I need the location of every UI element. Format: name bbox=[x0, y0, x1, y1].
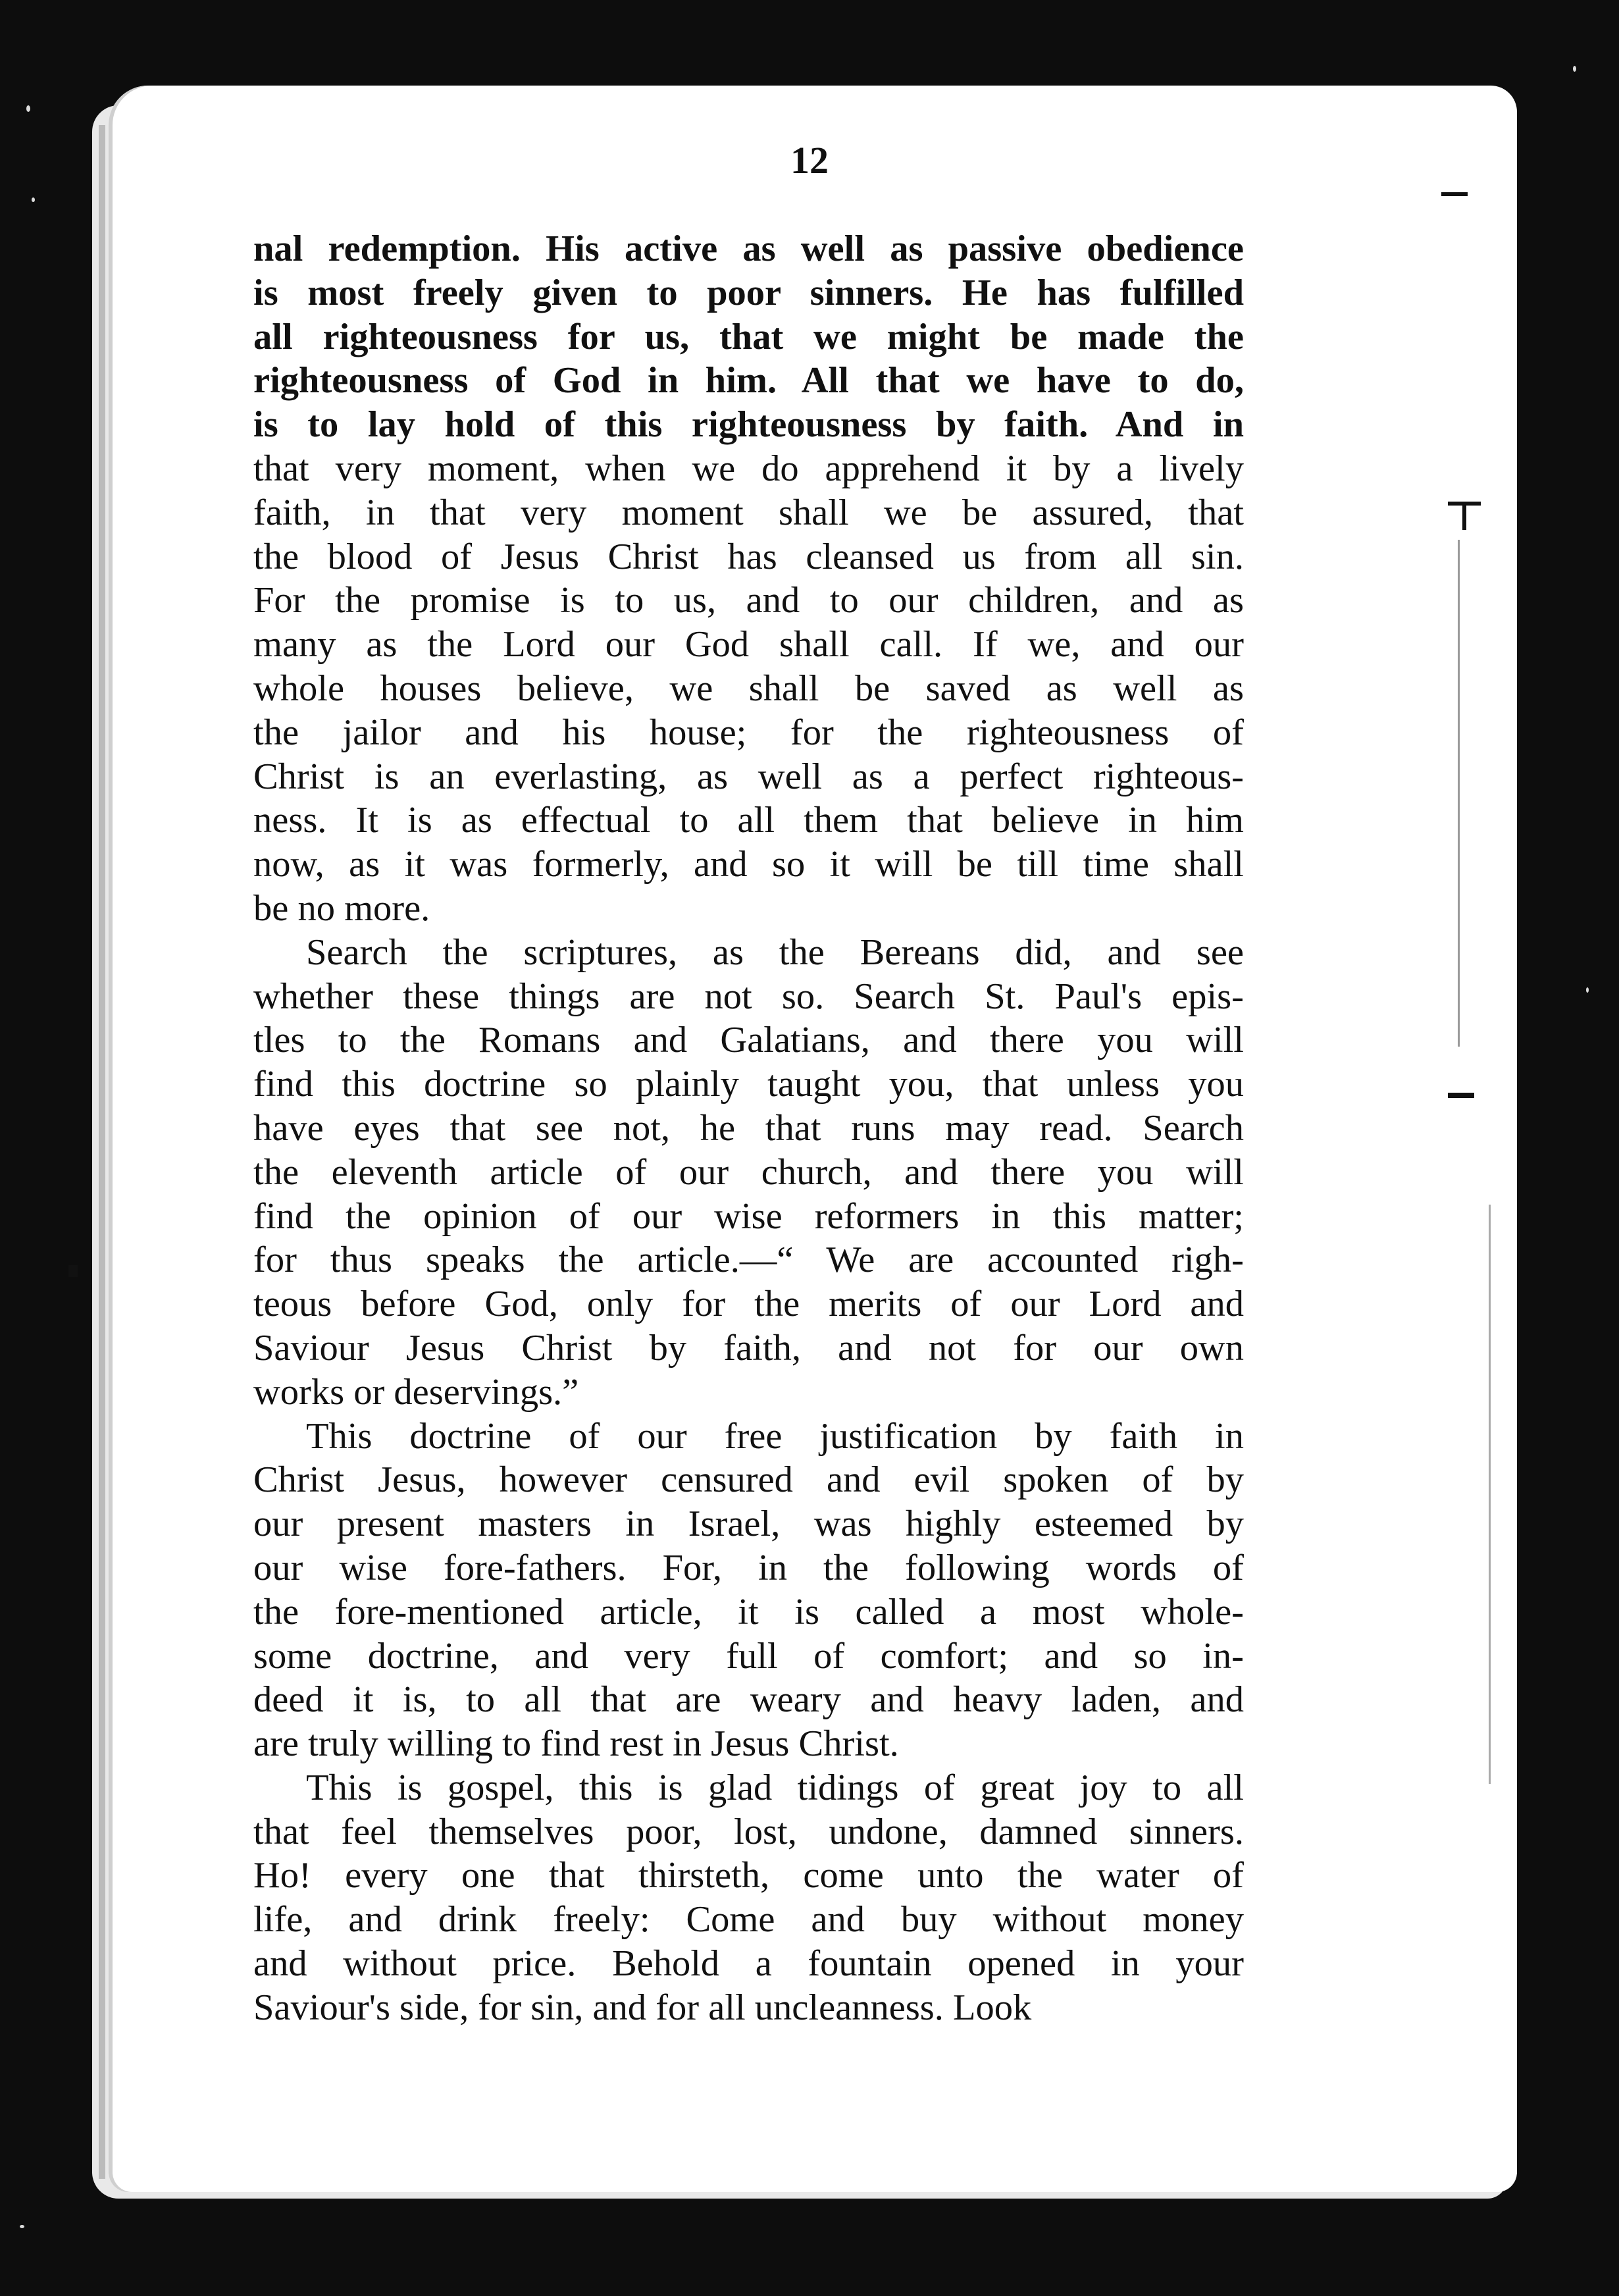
paragraph bbox=[253, 1415, 1244, 1766]
text-line: This doctrine of our free justification by faith in bbox=[306, 1415, 1244, 1457]
text-line: Saviour Jesus Christ by faith, and not for our own bbox=[253, 1327, 1244, 1369]
margin-mark bbox=[1458, 540, 1460, 1047]
text-line: whether these things are not so. Search St. Paul's epis- bbox=[253, 976, 1244, 1017]
text-line: Saviour's side, for sin, and for all uncleanness. Look bbox=[253, 1987, 1032, 2028]
text-line: are truly willing to find rest in Jesus Christ. bbox=[253, 1723, 899, 1765]
text-line: teous before God, only for the merits of our Lord and bbox=[253, 1284, 1244, 1325]
margin-mark bbox=[1448, 1093, 1474, 1098]
text-line: and without price. Behold a fountain opened in your bbox=[253, 1943, 1244, 1985]
text-line: all righteousness for us, that we might be made the bbox=[253, 316, 1244, 357]
text-line: find this doctrine so plainly taught you, that unless you bbox=[253, 1064, 1244, 1105]
text-line: deed it is, to all that are weary and heavy laden, and bbox=[253, 1679, 1244, 1721]
dust-speck bbox=[1573, 66, 1576, 72]
paragraph bbox=[253, 227, 1244, 931]
paragraph bbox=[253, 931, 1244, 1415]
text-line: ness. It is as effectual to all them that believe in him bbox=[253, 800, 1244, 841]
text-line: is to lay hold of this righteousness by faith. And in bbox=[253, 404, 1244, 446]
text-line: faith, in that very moment shall we be assured, that bbox=[253, 492, 1244, 533]
text-line: is most freely given to poor sinners. He has fulfilled bbox=[253, 272, 1244, 313]
body-text bbox=[253, 227, 1244, 2030]
text-line: for thus speaks the article.—“ We are accounted righ- bbox=[253, 1239, 1244, 1281]
margin-mark bbox=[1462, 504, 1466, 530]
margin-mark bbox=[68, 1265, 78, 1277]
text-line: tles to the Romans and Galatians, and there you will bbox=[253, 1020, 1244, 1061]
text-line: Search the scriptures, as the Bereans did, and see bbox=[306, 931, 1244, 973]
text-line: many as the Lord our God shall call. If we, and our bbox=[253, 624, 1244, 665]
margin-mark bbox=[1489, 1205, 1491, 1784]
text-line: now, as it was formerly, and so it will be till time shall bbox=[253, 844, 1244, 885]
dust-speck bbox=[20, 2225, 24, 2228]
text-line: be no more. bbox=[253, 887, 430, 929]
text-line: Christ Jesus, however censured and evil spoken of by bbox=[253, 1459, 1244, 1501]
text-line: the fore-mentioned article, it is called a most whole- bbox=[253, 1591, 1244, 1632]
text-line: that very moment, when we do apprehend it by a lively bbox=[253, 448, 1244, 489]
text-line: whole houses believe, we shall be saved as well as bbox=[253, 667, 1244, 709]
text-line: This is gospel, this is glad tidings of great joy to all bbox=[306, 1767, 1244, 1808]
text-line: our present masters in Israel, was highly esteemed by bbox=[253, 1503, 1244, 1545]
text-line: nal redemption. His active as well as passive obedience bbox=[253, 228, 1244, 269]
text-line: find the opinion of our wise reformers in this matter; bbox=[253, 1195, 1244, 1237]
paragraph bbox=[253, 1766, 1244, 2030]
dust-speck bbox=[32, 197, 35, 202]
page-number: 12 bbox=[790, 139, 829, 182]
margin-mark bbox=[1441, 192, 1468, 196]
text-line: have eyes that see not, he that runs may read. Search bbox=[253, 1107, 1244, 1149]
text-line: some doctrine, and very full of comfort; and so in- bbox=[253, 1635, 1244, 1677]
text-line: Christ is an everlasting, as well as a perfect righteous- bbox=[253, 756, 1244, 797]
text-line: works or deservings.” bbox=[253, 1371, 579, 1413]
text-line: For the promise is to us, and to our children, and as bbox=[253, 580, 1244, 621]
dust-speck bbox=[1586, 987, 1589, 993]
page-edge bbox=[99, 125, 105, 2179]
text-line: life, and drink freely: Come and buy without money bbox=[253, 1899, 1244, 1941]
dust-speck bbox=[26, 105, 30, 112]
text-line: the eleventh article of our church, and there you will bbox=[253, 1151, 1244, 1193]
text-line: Ho! every one that thirsteth, come unto the water of bbox=[253, 1855, 1244, 1896]
text-line: our wise fore-fathers. For, in the following words of bbox=[253, 1547, 1244, 1588]
text-line: the blood of Jesus Christ has cleansed us from all sin. bbox=[253, 536, 1244, 577]
text-line: righteousness of God in him. All that we have to do, bbox=[253, 360, 1244, 402]
text-line: the jailor and his house; for the righteousness of bbox=[253, 712, 1244, 753]
text-line: that feel themselves poor, lost, undone, damned sinners. bbox=[253, 1811, 1244, 1852]
